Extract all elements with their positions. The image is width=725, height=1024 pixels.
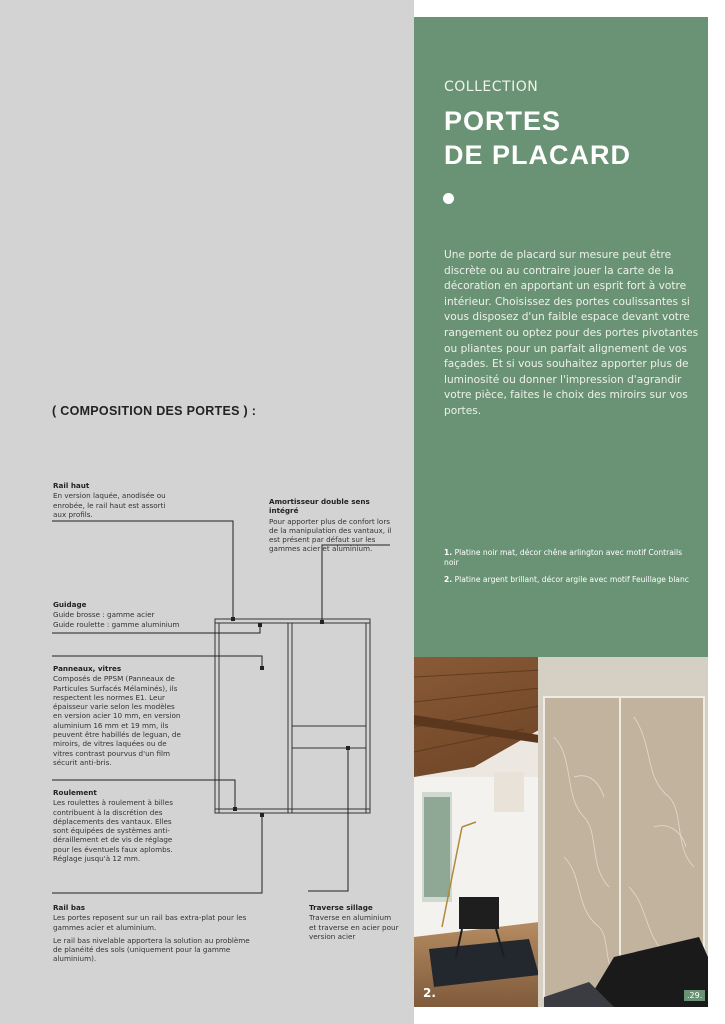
intro-paragraph: Une porte de placard sur mesure peut être discrète ou au contraire jouer la carte de la décoration en apportant un esprit fort à votre intérieur. Choisissez des portes coulissantes si vous disposez d'un faible espace devant votre rangement ou optez pour des portes pivotantes ou pliantes pour un parfait alignement de vos façades. Et si vous souhaitez apporter plus de luminosité ou donner l'impression d'agrandir votre pièce, faites le choix des miroirs sur vos portes.: [444, 249, 699, 417]
label-roulement: [53, 788, 185, 863]
label-title: Guidage: [53, 600, 87, 609]
label-title: Rail bas: [53, 903, 86, 912]
caption-number: 1.: [444, 548, 453, 557]
marker: [346, 746, 350, 750]
marker: [260, 813, 264, 817]
label-panneaux: [53, 664, 185, 767]
caption-text: Platine argent brillant, décor argile avec motif Feuillage blanc: [454, 575, 689, 584]
label-amortisseur: [269, 497, 394, 554]
label-guidage: [53, 600, 203, 629]
label-title: Traverse sillage: [309, 903, 373, 912]
marker: [231, 617, 235, 621]
title-line-1: PORTES: [444, 106, 562, 136]
marker: [320, 620, 324, 624]
label-text: Guide roulette : gamme aluminium: [53, 619, 180, 629]
marker: [260, 666, 264, 670]
caption-number: 2.: [444, 575, 453, 584]
marker: [258, 623, 262, 627]
label-title: Roulement: [53, 788, 97, 797]
photo-number: 2.: [423, 986, 436, 1000]
label-text: Composés de PPSM (Panneaux de Particules Surfacés Mélaminés), ils respectent les normes E1. Leur épaisseur varie selon les modèles en version acier 10 mm, en version aluminium 16 mm et 19 mm, ils peuvent être habillés de leguan, de miroirs, de vitres laquées ou de vitres contrast pourvus d'un film sécurit anti-bris.: [53, 674, 181, 767]
label-title: Panneaux, vitres: [53, 664, 122, 673]
label-text: Les roulettes à roulement à billes contribuent à la discrétion des déplacements des vantaux. Elles sont équipées de systèmes anti-déraillement et de vis de réglage pour les éventuels faux aplombs. Réglage jusqu'à 12 mm.: [53, 798, 173, 864]
caption-text: Platine noir mat, décor chêne arlington avec motif Contrails noir: [444, 548, 683, 567]
label-text: Pour apporter plus de confort lors de la manipulation des vantaux, il est présent par défaut sur les gammes acier et aluminium.: [269, 516, 392, 554]
label-title: Amortisseur double sens intégré: [269, 497, 370, 516]
label-text: Traverse en aluminium et traverse en acier pour version acier: [309, 913, 399, 941]
label-text: Guide brosse : gamme acier: [53, 610, 155, 620]
marker: [233, 807, 237, 811]
label-text: Les portes reposent sur un rail bas extra-plat pour les gammes acier et aluminium.: [53, 913, 247, 932]
label-traverse: [309, 903, 399, 941]
title-line-2: DE PLACARD: [444, 140, 632, 170]
section-title: ( COMPOSITION DES PORTES ) :: [52, 404, 257, 418]
label-rail-bas: [53, 903, 253, 964]
label-text: En version laquée, anodisée ou enrobée, le rail haut est assorti aux profils.: [53, 491, 166, 519]
label-rail-haut: [53, 481, 168, 519]
collection-eyebrow: COLLECTION: [444, 79, 539, 95]
page-number: .29.: [684, 990, 705, 1001]
label-title: Rail haut: [53, 481, 90, 490]
label-text: Le rail bas nivelable apportera la solution au problème de planéité des sols (uniquement pour la gamme aluminium).: [53, 935, 250, 964]
